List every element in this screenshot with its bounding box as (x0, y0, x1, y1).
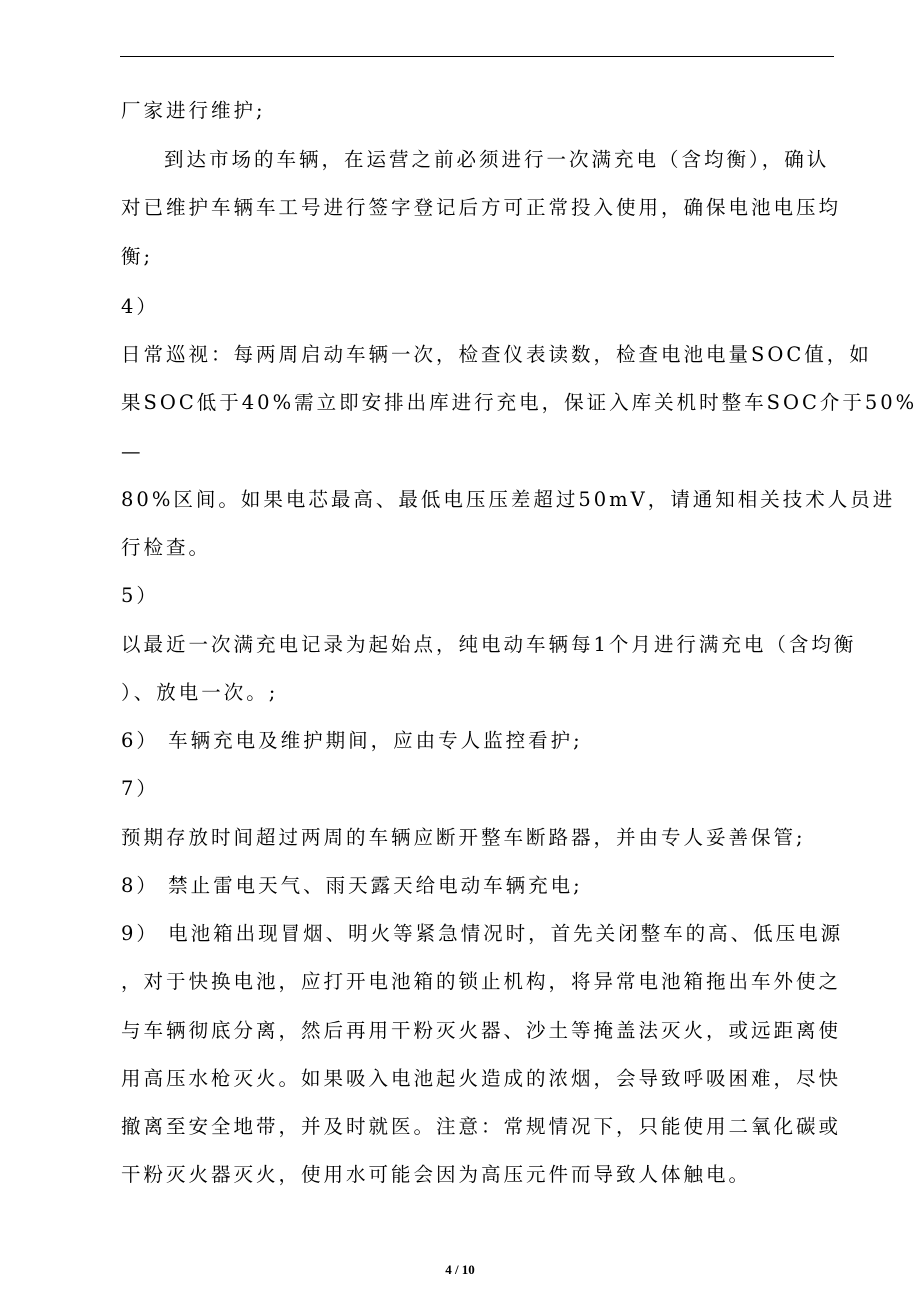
text-line: — (121, 440, 144, 463)
text-line: 用高压水枪灭火。如果吸入电池起火造成的浓烟，会导致呼吸困难，尽快 (121, 1067, 842, 1090)
text-line: 8） 禁止雷电天气、雨天露天给电动车辆充电; (121, 874, 583, 897)
text-line: 日常巡视：每两周启动车辆一次，检查仪表读数，检查电池电量SOC值，如 (121, 343, 872, 366)
text-line: 到达市场的车辆，在运营之前必须进行一次满充电（含均衡），确认 (164, 148, 830, 171)
text-line: 7） (121, 777, 159, 800)
text-line: 撤离至安全地带，并及时就医。注意：常规情况下，只能使用二氧化碳或 (121, 1115, 842, 1138)
text-line: 厂家进行维护; (121, 99, 266, 122)
text-line: 5） (121, 584, 159, 607)
text-line: 衡; (121, 245, 154, 268)
text-line: 行检查。 (121, 536, 212, 559)
text-line: ）、放电一次。; (121, 681, 279, 704)
text-line: 以最近一次满充电记录为起始点，纯电动车辆每1个月进行满充电（含均衡 (121, 633, 857, 656)
text-line: 对已维护车辆车工号进行签字登记后方可正常投入使用，确保电池电压均 (121, 196, 842, 219)
text-line: 预期存放时间超过两周的车辆应断开整车断路器，并由专人妥善保管; (121, 826, 806, 849)
page-number: 4 / 10 (445, 1262, 475, 1277)
text-line: 果SOC低于40%需立即安排出库进行充电，保证入库关机时整车SOC介于50% (121, 391, 918, 414)
text-line: ，对于快换电池，应打开电池箱的锁止机构，将异常电池箱拖出车外使之 (121, 970, 842, 993)
text-line: 干粉灭火器灭火，使用水可能会因为高压元件而导致人体触电。 (121, 1163, 752, 1186)
text-line: 9） 电池箱出现冒烟、明火等紧急情况时，首先关闭整车的高、低压电源 (121, 922, 844, 945)
text-line: 4） (121, 295, 159, 318)
text-line: 6） 车辆充电及维护期间，应由专人监控看护; (121, 729, 583, 752)
header-rule (120, 56, 834, 57)
text-line: 80%区间。如果电芯最高、最低电压压差超过50mV，请通知相关技术人员进 (121, 488, 896, 511)
text-line: 与车辆彻底分离，然后再用干粉灭火器、沙土等掩盖法灭火，或远距离使 (121, 1019, 842, 1042)
